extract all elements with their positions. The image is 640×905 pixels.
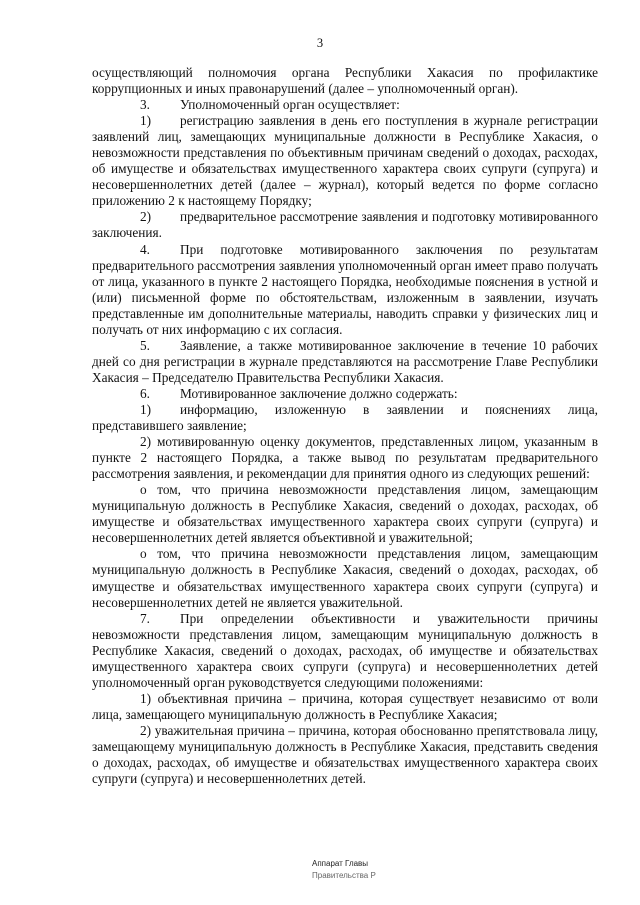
paragraph-3: 2) предварительное рассмотрение заявления и подготовку мотивированного заключения. [92, 209, 598, 241]
document-body [92, 65, 598, 787]
stamp-line: Правительства Р [312, 871, 376, 880]
item-number: 3. [140, 97, 150, 113]
paragraph-2: 1) регистрацию заявления в день его поступления в журнале регистрации заявлений лиц, замещающих муниципальные должности в Республике Хакасия, о невозможности представления по объективным причинам сведений о доходах, расходах, об имуществе и обязательствах имущественного характера своих супруги (супруга) и несовершеннолетних детей (далее – журнал), который ведется по форме согласно приложению 2 к настоящему Порядку; [92, 113, 598, 209]
paragraph-9: о том, что причина невозможности представления лицом, замещающим муниципальную должность в Республике Хакасия, сведений о доходах, расходах, об имуществе и обязательствах имущественного характера своих супруги (супруга) и несовершеннолетних детей является объективной и уважительной; [92, 482, 598, 546]
item-number: 6. [140, 385, 150, 401]
paragraph-1: 3. Уполномоченный орган осуществляет: [140, 97, 400, 113]
item-number: 4. [140, 241, 150, 257]
paragraph-11: 7. При определении объективности и уважительности причины невозможности представления лицом, замещающим муниципальную должность в Республике Хакасия, сведений о доходах, расходах, об имуществе и обязательствах имущественного характера своих супруги (супруга) и несовершеннолетних детей уполномоченный орган руководствуется следующими положениями: [92, 610, 598, 690]
office-stamp [312, 858, 376, 882]
paragraph-4: 4. При подготовке мотивированного заключения по результатам предварительного рассмотрения заявления уполномоченный орган имеет право получать от лица, указанного в пункте 2 настоящего Порядка, необходимые пояснения в устной и (или) письменной форме по обстоятельствам, изложенным в заявлении, изучать представленные им дополнительные материалы, наводить справки у физических лиц и получать от них информацию с их согласия. [92, 241, 598, 337]
page-number: 3 [316, 36, 324, 50]
paragraph-7: 1) информацию, изложенную в заявлении и пояснениях лица, представившего заявление; [92, 401, 598, 434]
item-number: 7. [140, 610, 150, 626]
item-number: 5. [140, 337, 150, 353]
item-number: 1) [140, 401, 152, 417]
stamp-line: Аппарат Главы [312, 859, 369, 868]
paragraph-8: 2) мотивированную оценку документов, представленных лицом, указанным в пункте 2 настоящего Порядка, а также вывод по результатам предварительного рассмотрения заявления, и рекомендации для принятия одного из следующих решений: [92, 434, 598, 482]
paragraph-12: 1) объективная причина – причина, которая существует независимо от воли лица, замещающего муниципальную должность в Республике Хакасия; [92, 690, 598, 722]
paragraph-0: осуществляющий полномочия органа Республики Хакасия по профилактике коррупционных и иных правонарушений (далее – уполномоченный орган). [92, 65, 598, 97]
item-number: 2) [140, 209, 152, 225]
paragraph-5: 5. Заявление, а также мотивированное заключение в течение 10 рабочих дней со дня регистрации в журнале представляются на рассмотрение Главе Республики Хакасия – Председателю Правительства Республики Хакасия. [92, 337, 598, 385]
paragraph-6: 6. Мотивированное заключение должно содержать: [140, 385, 458, 401]
paragraph-10: о том, что причина невозможности представления лицом, замещающим муниципальную должность в Республике Хакасия, сведений о доходах, расходах, об имуществе и обязательствах имущественного характера своих супруги (супруга) и несовершеннолетних детей не является уважительной. [92, 546, 598, 610]
paragraph-13: 2) уважительная причина – причина, которая обоснованно препятствовала лицу, замещающему муниципальную должность в Республике Хакасия, представить сведения о доходах, расходах, об имуществе и обязательствах имущественного характера своих супруги (супруга) и несовершеннолетних детей. [92, 722, 598, 787]
item-number: 1) [140, 113, 152, 129]
